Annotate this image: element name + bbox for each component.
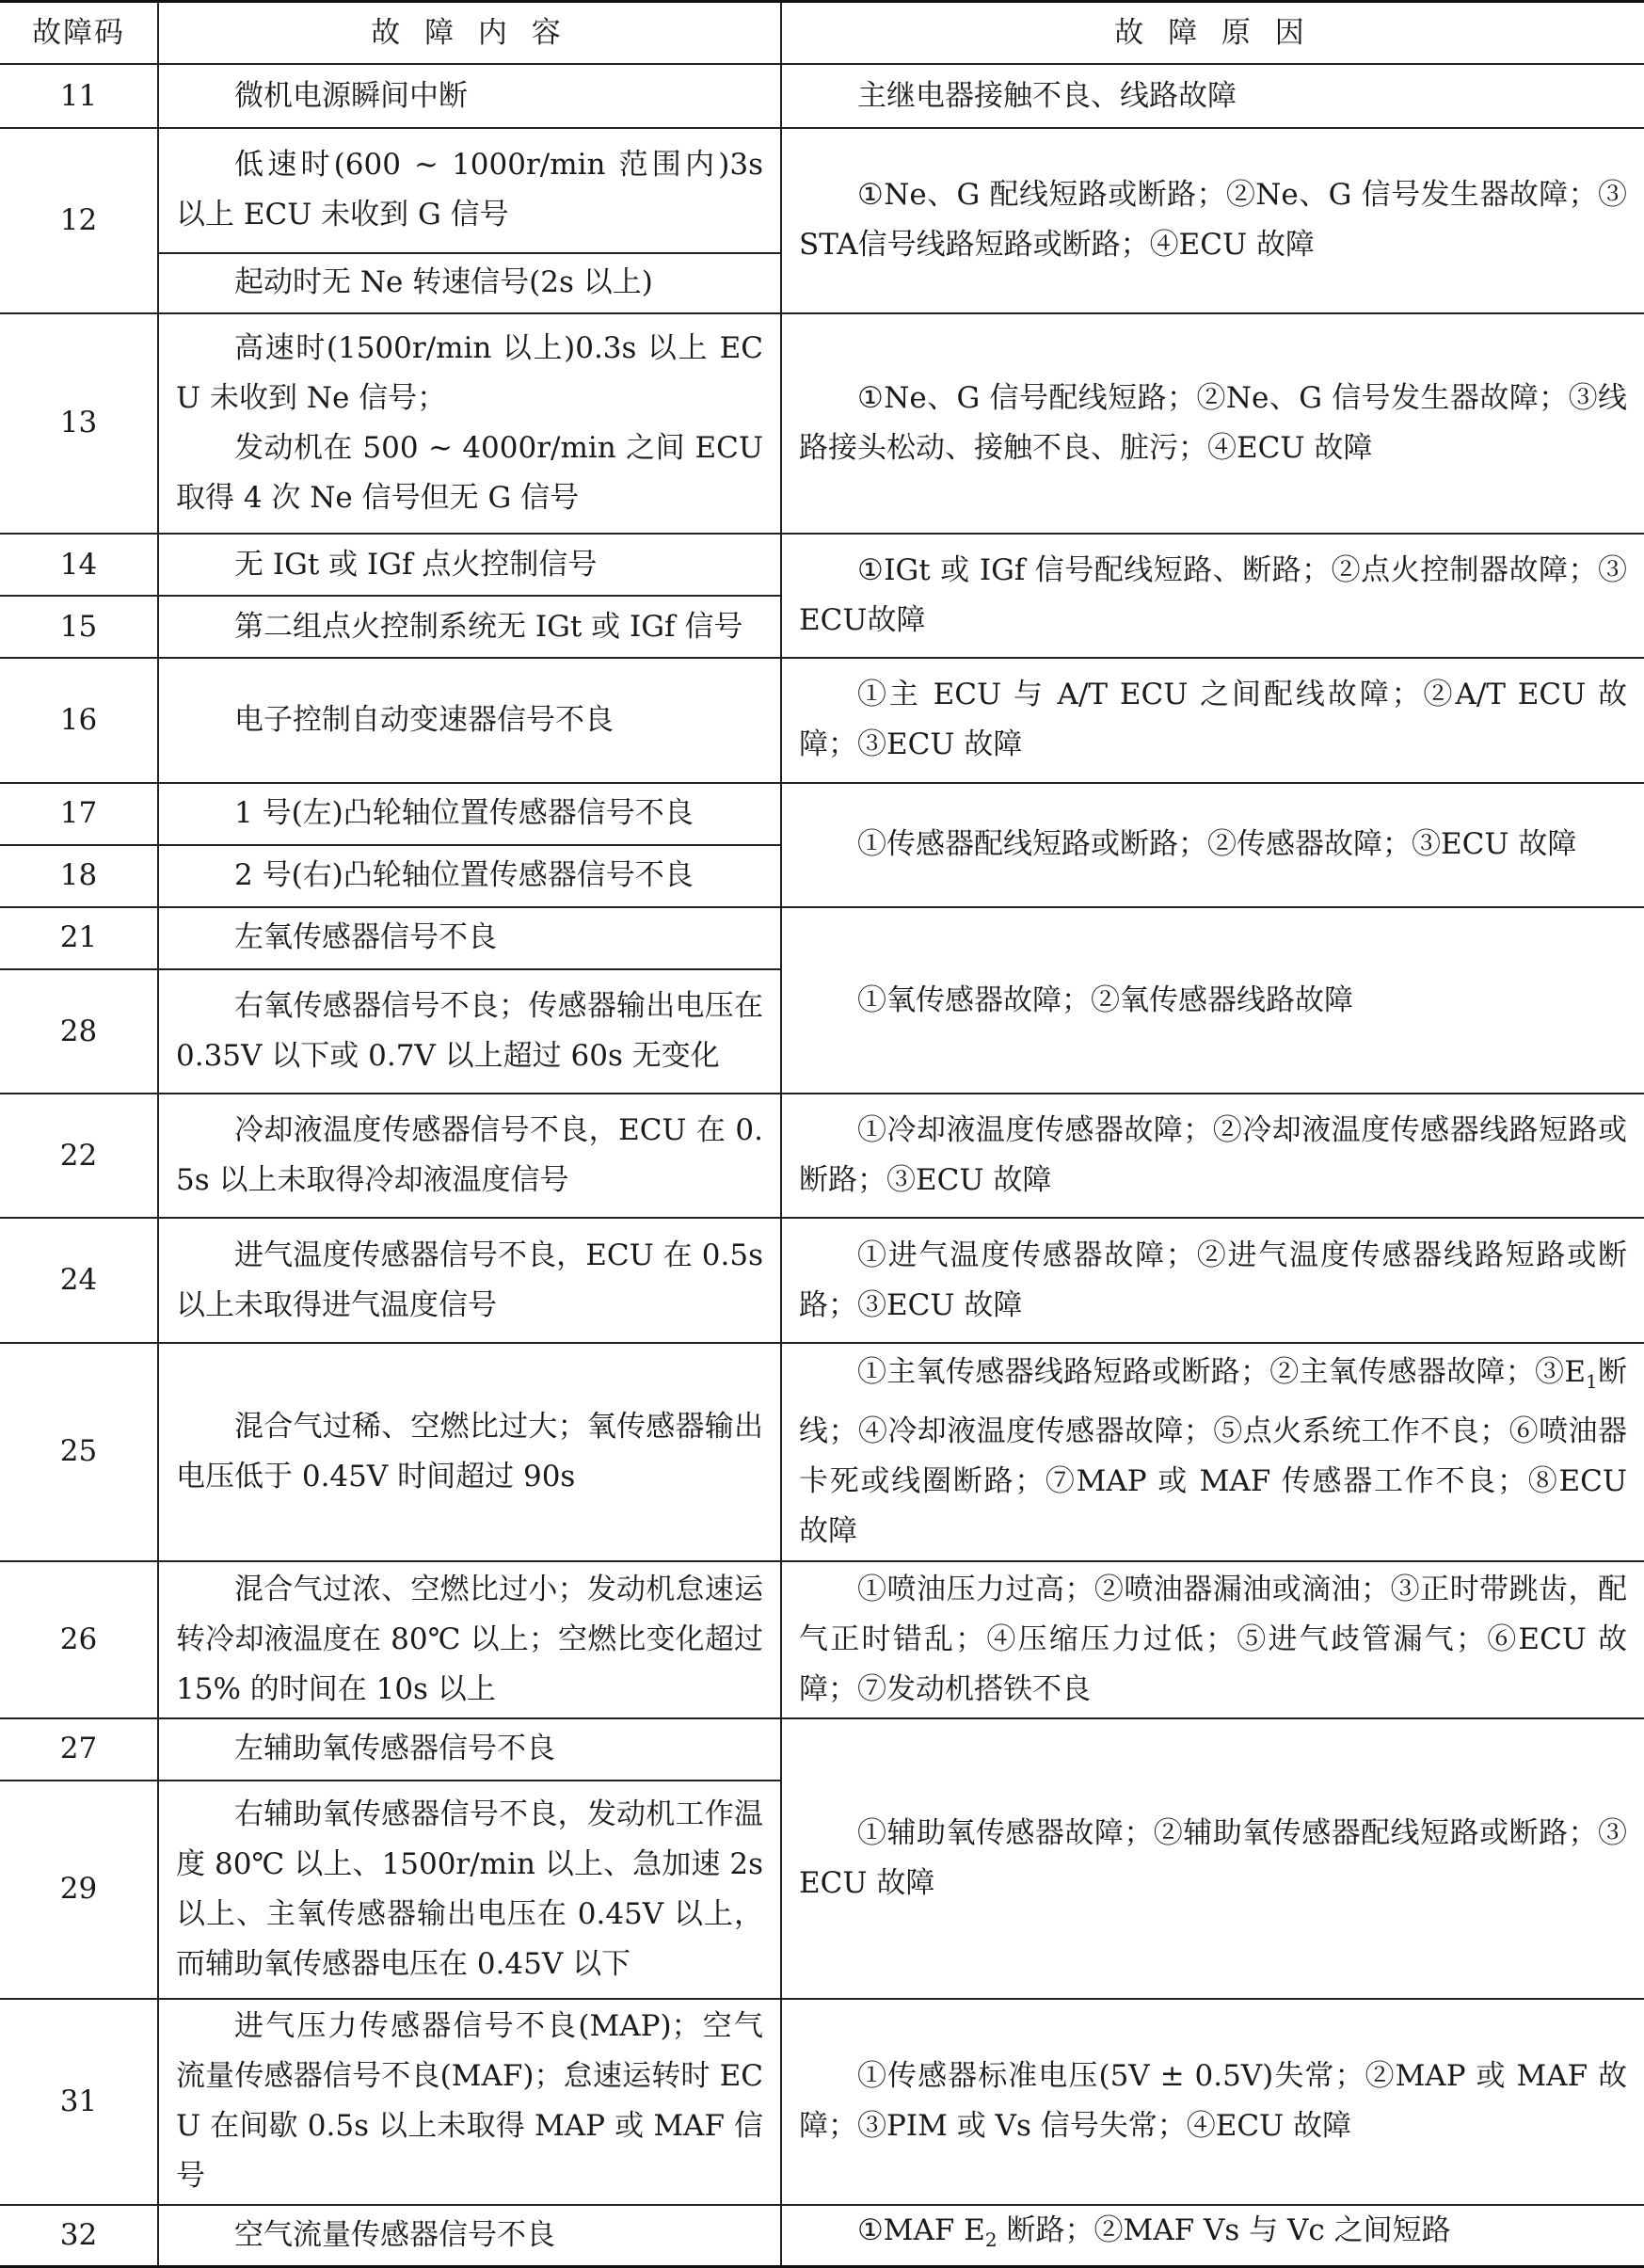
fault-content: 第二组点火控制系统无 IGt 或 IGf 信号 [158,596,781,658]
table-row [0,1343,1644,1561]
fault-content: 左辅助氧传感器信号不良 [158,1718,781,1781]
fault-content: 空气流量传感器信号不良 [158,2205,781,2267]
fault-code: 25 [0,1343,158,1561]
fault-cause [781,1343,1644,1561]
table-row [0,1561,1644,1717]
fault-content: 右氧传感器信号不良；传感器输出电压在 0.35V 以下或 0.7V 以上超过 60s 无变化 [158,969,781,1094]
table-row [0,658,1644,782]
fault-content: 进气压力传感器信号不良(MAP)；空气流量传感器信号不良(MAF)；怠速运转时 ECU 在间歇 0.5s 以上未取得 MAP 或 MAF 信号 [158,1999,781,2204]
fault-content: 起动时无 Ne 转速信号(2s 以上) [158,253,781,313]
subscript: 2 [984,2228,998,2251]
fault-code: 16 [0,658,158,782]
table-row [0,783,1644,845]
fault-code: 15 [0,596,158,658]
fault-code: 18 [0,845,158,907]
fault-code: 13 [0,313,158,534]
fault-content-line: 高速时(1500r/min 以上)0.3s 以上 ECU 未收到 Ne 信号； [176,330,763,415]
fault-cause: ①氧传感器故障；②氧传感器线路故障 [781,907,1644,1094]
fault-cause: ①传感器配线短路或断路；②传感器故障；③ECU 故障 [781,783,1644,907]
fault-cause-text: 断线；④冷却液温度传感器故障；⑤点火系统工作不良；⑥喷油器卡死或线圈断路；⑦MAP 或 MAF 传感器工作不良；⑧ECU 故障 [799,1354,1627,1549]
fault-cause: ①喷油压力过高；②喷油器漏油或滴油；③正时带跳齿，配气正时错乱；④压缩压力过低；⑤进气歧管漏气；⑥ECU 故障；⑦发动机搭铁不良 [781,1561,1644,1717]
fault-cause: ①进气温度传感器故障；②进气温度传感器线路短路或断路；③ECU 故障 [781,1218,1644,1342]
fault-content: 1 号(左)凸轮轴位置传感器信号不良 [158,783,781,845]
table-row [0,1999,1644,2204]
table-row [0,2205,1644,2267]
fault-code: 31 [0,1999,158,2204]
fault-code: 27 [0,1718,158,1781]
fault-content: 进气温度传感器信号不良，ECU 在 0.5s 以上未取得进气温度信号 [158,1218,781,1342]
fault-code: 26 [0,1561,158,1717]
fault-cause-text: 断路；②MAF Vs 与 Vc 之间短路 [997,2212,1451,2247]
table-row [0,907,1644,969]
fault-code: 12 [0,128,158,312]
table-row [0,1218,1644,1342]
fault-code: 14 [0,534,158,596]
fault-cause: ①传感器标准电压(5V ± 0.5V)失常；②MAP 或 MAF 故障；③PIM 或 Vs 信号失常；④ECU 故障 [781,1999,1644,2204]
fault-content: 电子控制自动变速器信号不良 [158,658,781,782]
fault-content: 左氧传感器信号不良 [158,907,781,969]
fault-content: 低速时(600 ~ 1000r/min 范围内)3s 以上 ECU 未收到 G 信号 [158,128,781,252]
fault-content: 无 IGt 或 IGf 点火控制信号 [158,534,781,596]
header-fault-content: 故 障 内 容 [158,2,781,65]
fault-code: 29 [0,1781,158,1999]
fault-cause: 主继电器接触不良、线路故障 [781,64,1644,128]
fault-content: 冷却液温度传感器信号不良，ECU 在 0.5s 以上未取得冷却液温度信号 [158,1094,781,1218]
fault-cause: ①Ne、G 信号配线短路；②Ne、G 信号发生器故障；③线路接头松动、接触不良、脏污；④ECU 故障 [781,313,1644,534]
fault-code: 28 [0,969,158,1094]
fault-code: 11 [0,64,158,128]
fault-cause: ①IGt 或 IGf 信号配线短路、断路；②点火控制器故障；③ECU故障 [781,534,1644,658]
table-row [0,64,1644,128]
fault-code: 32 [0,2205,158,2267]
fault-cause: ①辅助氧传感器故障；②辅助氧传感器配线短路或断路；③ECU 故障 [781,1718,1644,2000]
fault-content: 2 号(右)凸轮轴位置传感器信号不良 [158,845,781,907]
fault-cause [781,2205,1644,2267]
fault-code: 24 [0,1218,158,1342]
fault-content [158,313,781,534]
table-row [0,534,1644,596]
fault-cause-text: ①主氧传感器线路短路或断路；②主氧传感器故障；③E [857,1354,1586,1389]
fault-code: 21 [0,907,158,969]
header-fault-code: 故障码 [0,2,158,65]
table-row [0,313,1644,534]
subscript: 1 [1585,1370,1598,1394]
fault-cause: ①Ne、G 配线短路或断路；②Ne、G 信号发生器故障；③STA信号线路短路或断路；④ECU 故障 [781,128,1644,312]
fault-code: 22 [0,1094,158,1218]
fault-content: 混合气过浓、空燃比过小；发动机怠速运转冷却液温度在 80℃ 以上；空燃比变化超过 15% 的时间在 10s 以上 [158,1561,781,1717]
fault-content: 混合气过稀、空燃比过大；氧传感器输出电压低于 0.45V 时间超过 90s [158,1343,781,1561]
table-row [0,128,1644,252]
fault-cause-text: ①MAF E [857,2212,985,2247]
table-row [0,1094,1644,1218]
fault-content: 右辅助氧传感器信号不良，发动机工作温度 80℃ 以上、1500r/min 以上、急加速 2s 以上、主氧传感器输出电压在 0.45V 以上，而辅助氧传感器电压在 0.45V 以下 [158,1781,781,1999]
table-row [0,1718,1644,1781]
header-fault-cause: 故 障 原 因 [781,2,1644,65]
fault-cause: ①冷却液温度传感器故障；②冷却液温度传感器线路短路或断路；③ECU 故障 [781,1094,1644,1218]
fault-cause: ①主 ECU 与 A/T ECU 之间配线故障；②A/T ECU 故障；③ECU 故障 [781,658,1644,782]
header-row [0,2,1644,65]
fault-code: 17 [0,783,158,845]
fault-content: 微机电源瞬间中断 [158,64,781,128]
fault-content-line: 发动机在 500 ~ 4000r/min 之间 ECU 取得 4 次 Ne 信号但无 G 信号 [176,430,763,515]
